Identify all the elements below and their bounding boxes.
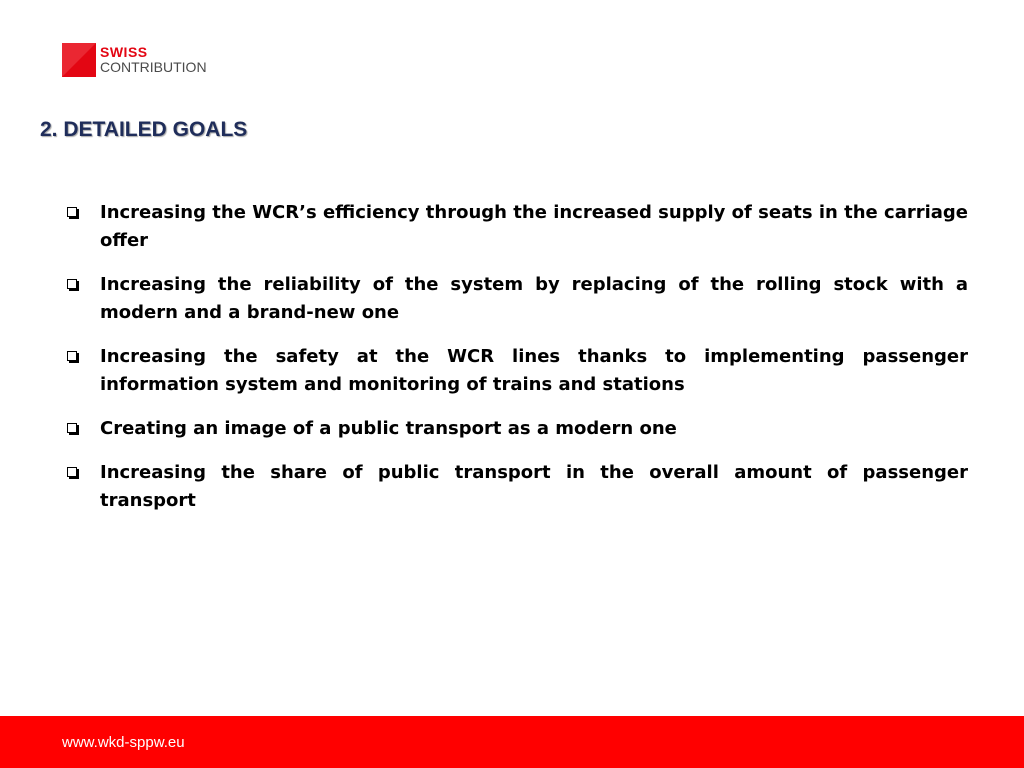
logo-line-contribution: CONTRIBUTION [100, 59, 207, 75]
logo-wordmark [100, 45, 207, 75]
goal-text: Increasing the reliability of the system by replacing of the rolling stock with a modern and a brand-new one [100, 274, 968, 323]
logo-line-swiss: SWISS [100, 44, 148, 60]
goal-item [66, 415, 968, 443]
goal-text: Increasing the share of public transport in the overall amount of passenger transport [100, 462, 968, 511]
goal-text: Increasing the WCR’s efficiency through the increased supply of seats in the carriage offer [100, 202, 968, 251]
checkbox-square-icon [67, 207, 77, 217]
checkbox-square-icon [67, 423, 77, 433]
goal-text: Increasing the safety at the WCR lines thanks to implementing passenger information system and monitoring of trains and stations [100, 346, 968, 395]
checkbox-square-icon [67, 351, 77, 361]
checkbox-square-icon [67, 279, 77, 289]
goals-list [66, 199, 968, 531]
goal-item [66, 199, 968, 255]
swiss-contribution-logo [62, 43, 207, 77]
slide-title: 2. DETAILED GOALS [40, 118, 248, 141]
goal-item [66, 343, 968, 399]
goal-item [66, 271, 968, 327]
checkbox-square-icon [67, 467, 77, 477]
footer-bar [0, 716, 1024, 768]
swiss-cross-graphic [62, 43, 96, 77]
swiss-cross-icon [62, 43, 96, 77]
goal-text: Creating an image of a public transport as a modern one [100, 418, 677, 439]
goal-item [66, 459, 968, 515]
footer-url[interactable]: www.wkd-sppw.eu [62, 734, 185, 751]
